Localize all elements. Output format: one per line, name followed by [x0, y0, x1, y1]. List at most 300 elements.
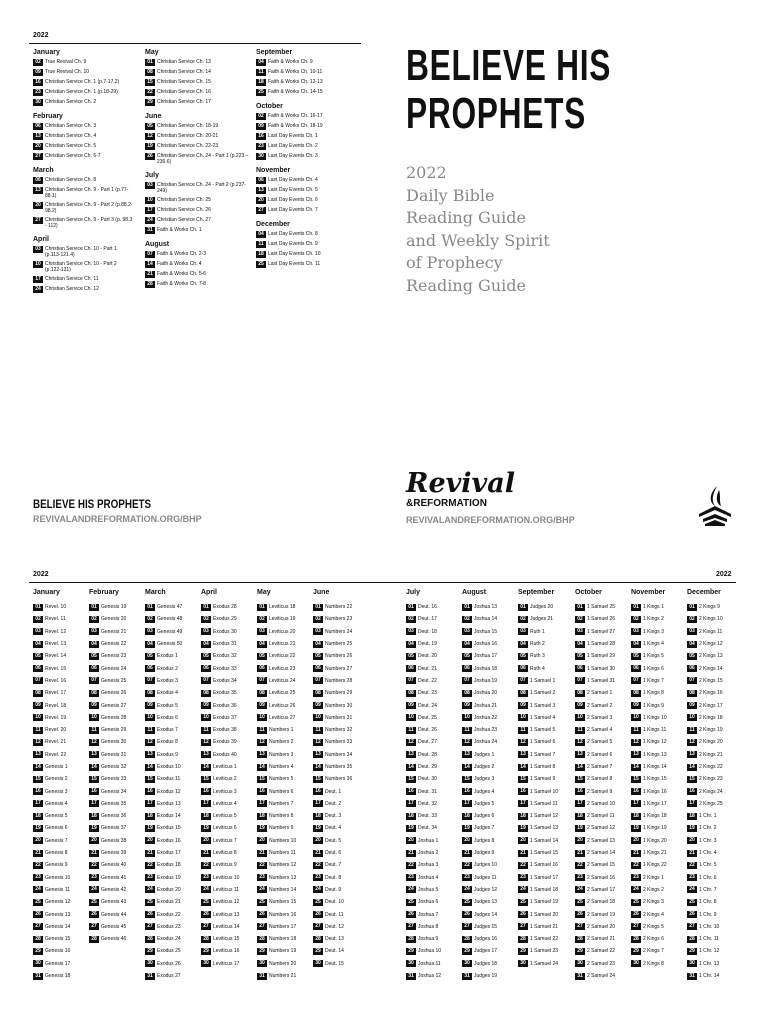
day-badge: 27 [518, 923, 528, 930]
day-badge: 24 [33, 286, 43, 293]
reading-text: Joshua 19 [474, 677, 498, 684]
bible-reading-entry [631, 749, 685, 761]
day-badge: 30 [406, 960, 416, 967]
day-badge: 01 [89, 604, 99, 611]
footer-url-right[interactable]: REVIVALANDREFORMATION.ORG/BHP [406, 515, 575, 525]
bible-reading-entry [257, 749, 311, 761]
bible-reading-entry [631, 896, 685, 908]
reading-entry [145, 207, 249, 214]
reading-text: Deut. 15 [325, 960, 344, 967]
bible-reading-entry [89, 724, 143, 736]
bible-month-column [518, 589, 572, 970]
bible-reading-entry [406, 773, 460, 785]
bible-reading-entry [406, 761, 460, 773]
reading-text: Exodus 32 [213, 653, 237, 660]
bible-reading-entry [575, 712, 629, 724]
bible-reading-entry [145, 785, 199, 797]
reading-text: Leviticus 4 [213, 800, 237, 807]
day-badge: 26 [33, 911, 43, 918]
reading-text: 1 Kings 11 [643, 727, 667, 734]
bible-reading-entry [687, 921, 741, 933]
reading-text: Genesis 2 [45, 776, 68, 783]
bible-reading-entry [631, 626, 685, 638]
reading-text: Faith & Works Ch. 2-3 [157, 251, 207, 257]
bible-reading-entry [201, 785, 255, 797]
reading-entry [145, 281, 249, 288]
bible-reading-entry [406, 847, 460, 859]
day-badge: 04 [462, 641, 472, 648]
reading-text: Exodus 33 [213, 665, 237, 672]
reading-text: 2 Samuel 24 [587, 973, 616, 980]
day-badge: 07 [33, 677, 43, 684]
reading-text: Deut. 26 [418, 727, 437, 734]
reading-text: Leviticus 26 [269, 702, 296, 709]
day-badge: 29 [575, 948, 585, 955]
reading-text: Numbers 4 [269, 764, 294, 770]
day-badge: 17 [89, 800, 99, 807]
bible-reading-entry [518, 785, 572, 797]
day-badge: 27 [145, 923, 155, 930]
day-badge: 17 [33, 276, 43, 283]
day-badge: 13 [145, 751, 155, 758]
reading-text: Genesis 41 [101, 874, 127, 881]
reading-text: Numbers 32 [325, 727, 353, 734]
sop-column [33, 49, 133, 296]
bible-reading-entry [406, 712, 460, 724]
brand-subtext: &REFORMATION [406, 498, 487, 509]
reading-text: Genesis 13 [45, 911, 71, 918]
sop-column [145, 49, 249, 291]
reading-text: Genesis 11 [45, 886, 70, 893]
bible-reading-entry [631, 835, 685, 847]
day-badge: 20 [687, 837, 697, 844]
reading-text: Last Day Events Ch. 9 [268, 241, 318, 247]
reading-text: Leviticus 2 [213, 776, 237, 783]
bible-reading-entry [145, 724, 199, 736]
bible-reading-entry [687, 884, 741, 896]
day-badge: 24 [33, 886, 43, 893]
reading-text: Christian Service Ch. 27 [157, 217, 211, 223]
reading-text: Leviticus 10 [213, 874, 240, 881]
day-badge: 23 [145, 874, 155, 881]
reading-text: Exodus 6 [157, 714, 178, 721]
bible-reading-entry [257, 798, 311, 810]
day-badge: 16 [518, 788, 528, 795]
reading-entry [256, 69, 360, 76]
reading-text: 2 Kings 19 [699, 727, 723, 734]
bible-reading-entry [406, 933, 460, 945]
bible-reading-entry [257, 601, 311, 613]
reading-entry [145, 197, 249, 204]
reading-text: Deut. 22 [418, 677, 437, 684]
bible-reading-entry [145, 736, 199, 748]
bible-reading-entry [145, 798, 199, 810]
reading-text: Genesis 8 [45, 850, 68, 857]
bible-reading-entry [518, 761, 572, 773]
day-badge: 29 [257, 948, 267, 955]
reading-text: Genesis 15 [45, 936, 71, 943]
bible-reading-entry [575, 650, 629, 662]
bible-reading-entry [313, 798, 367, 810]
day-badge: 30 [145, 960, 155, 967]
bible-reading-entry [89, 638, 143, 650]
day-badge: 27 [33, 923, 43, 930]
day-badge: 17 [462, 800, 472, 807]
day-badge: 06 [462, 665, 472, 672]
reading-text: Revel. 22 [45, 751, 67, 758]
day-badge: 20 [575, 837, 585, 844]
bible-reading-entry [687, 958, 741, 970]
bible-reading-entry [462, 908, 516, 920]
reading-text: Joshua 10 [418, 948, 442, 955]
day-badge: 17 [33, 800, 43, 807]
bible-reading-entry [313, 773, 367, 785]
day-badge: 29 [687, 948, 697, 955]
bible-reading-entry [575, 859, 629, 871]
reading-text: Exodus 23 [157, 923, 181, 930]
bible-reading-entry [33, 773, 87, 785]
bible-reading-entry [257, 859, 311, 871]
month-heading: September [518, 589, 555, 596]
reading-text: Exodus 4 [157, 690, 178, 697]
reading-text: Judges 2 [474, 764, 495, 770]
reading-text: Leviticus 6 [213, 825, 237, 832]
bible-reading-entry [257, 662, 311, 674]
bible-reading-entry [462, 601, 516, 613]
reading-text: Revel. 18 [45, 702, 67, 709]
bible-reading-entry [33, 687, 87, 699]
day-badge: 30 [33, 960, 43, 967]
bible-reading-entry [462, 675, 516, 687]
day-badge: 15 [406, 776, 416, 783]
reading-text: Deut. 1 [325, 788, 342, 795]
reading-text: 1 Chr. 3 [699, 837, 717, 844]
bible-reading-entry [33, 908, 87, 920]
reading-text: 2 Kings 3 [643, 899, 664, 906]
day-badge: 10 [89, 714, 99, 721]
bible-reading-entry [687, 785, 741, 797]
day-badge: 09 [313, 702, 323, 709]
reading-text: 1 Kings 6 [643, 665, 664, 672]
day-badge: 12 [518, 739, 528, 746]
reading-text: Leviticus 19 [269, 616, 296, 623]
day-badge: 16 [687, 788, 697, 795]
bible-reading-entry [145, 859, 199, 871]
bible-reading-entry [462, 810, 516, 822]
bible-reading-entry [462, 859, 516, 871]
reading-text: Christian Service Ch. 11 [45, 276, 99, 282]
church-logo-icon [695, 484, 735, 526]
reading-text: 2 Samuel 18 [587, 899, 616, 906]
bible-reading-entry [201, 736, 255, 748]
day-badge: 18 [33, 813, 43, 820]
reading-text: 2 Samuel 23 [587, 960, 616, 967]
reading-text: Genesis 17 [45, 960, 71, 967]
day-badge: 18 [575, 813, 585, 820]
reading-text: 1 Samuel 11 [530, 800, 558, 807]
reading-text: 1 Samuel 10 [530, 788, 559, 795]
reading-text: 1 Kings 22 [643, 862, 667, 869]
day-badge: 01 [687, 604, 697, 611]
reading-text: Judges 16 [474, 936, 498, 943]
bible-reading-entry [631, 921, 685, 933]
reading-text: Revel. 17 [45, 690, 67, 697]
reading-text: 1 Samuel 22 [530, 936, 559, 943]
bible-reading-entry [201, 601, 255, 613]
reading-text: Joshua 1 [418, 837, 439, 844]
bible-reading-entry [201, 724, 255, 736]
reading-text: Exodus 36 [213, 702, 237, 709]
bible-reading-entry [687, 933, 741, 945]
day-badge: 24 [631, 886, 641, 893]
bible-reading-entry [313, 884, 367, 896]
bible-reading-entry [518, 896, 572, 908]
day-badge: 11 [256, 69, 266, 76]
bible-reading-entry [145, 699, 199, 711]
reading-text: Numbers 11 [269, 850, 296, 857]
reading-text: Christian Service Ch. 13 [157, 59, 211, 65]
day-badge: 20 [256, 197, 266, 204]
day-badge: 13 [406, 751, 416, 758]
bible-reading-entry [462, 933, 516, 945]
reading-text: Judges 11 [474, 874, 497, 881]
reading-text: 1 Samuel 3 [530, 702, 556, 709]
reading-text: 2 Samuel 14 [587, 850, 616, 857]
reading-text: 1 Samuel 16 [530, 862, 559, 869]
bible-reading-entry [518, 712, 572, 724]
reading-text: 2 Samuel 13 [587, 837, 616, 844]
month-heading: August [145, 241, 170, 248]
day-badge: 12 [33, 739, 43, 746]
bible-reading-entry [313, 724, 367, 736]
reading-text: Judges 15 [474, 923, 498, 930]
reading-text: Christian Service Ch. 24 - Part 1 (p.223 – 236.6) [157, 153, 249, 165]
day-badge: 25 [256, 261, 266, 268]
reading-text: 2 Kings 6 [643, 936, 664, 943]
day-badge: 27 [462, 923, 472, 930]
day-badge: 08 [518, 690, 528, 697]
bible-month-column [313, 589, 367, 970]
bible-reading-entry [406, 872, 460, 884]
day-badge: 21 [575, 850, 585, 857]
bible-month-column [406, 589, 460, 982]
day-badge: 11 [631, 727, 641, 734]
day-badge: 28 [631, 936, 641, 943]
bible-reading-entry [631, 933, 685, 945]
day-badge: 02 [33, 616, 43, 623]
reading-text: 1 Kings 14 [643, 764, 667, 770]
reading-text: Last Day Events Ch. 7 [268, 207, 318, 213]
bible-reading-entry [575, 638, 629, 650]
bible-reading-entry [89, 749, 143, 761]
day-badge: 27 [687, 923, 697, 930]
footer-url[interactable]: REVIVALANDREFORMATION.ORG/BHP [33, 514, 202, 524]
day-badge: 06 [33, 123, 43, 130]
bible-reading-entry [145, 958, 199, 970]
day-badge: 22 [313, 862, 323, 869]
day-badge: 12 [406, 739, 416, 746]
day-badge: 01 [145, 59, 155, 66]
day-badge: 16 [145, 788, 155, 795]
bible-reading-entry [462, 761, 516, 773]
day-badge: 31 [687, 973, 697, 980]
bible-reading-entry [631, 908, 685, 920]
day-badge: 01 [462, 604, 472, 611]
reading-text: 1 Samuel 4 [530, 714, 556, 721]
reading-text: Joshua 14 [474, 616, 498, 623]
day-badge: 10 [406, 714, 416, 721]
reading-entry [145, 79, 249, 86]
bible-reading-entry [201, 847, 255, 859]
bible-reading-entry [257, 687, 311, 699]
reading-text: Joshua 9 [418, 936, 439, 943]
day-badge: 03 [518, 628, 528, 635]
reading-entry [256, 133, 360, 140]
bible-reading-entry [89, 822, 143, 834]
bible-reading-entry [687, 822, 741, 834]
bible-reading-entry [89, 687, 143, 699]
day-badge: 18 [313, 813, 323, 820]
bible-reading-entry [257, 835, 311, 847]
bible-reading-entry [201, 872, 255, 884]
bible-reading-entry [462, 638, 516, 650]
bible-reading-entry [145, 613, 199, 625]
day-badge: 26 [145, 153, 155, 160]
reading-text: 2 Samuel 11 [587, 813, 615, 820]
reading-text: 1 Samuel 20 [530, 911, 559, 918]
bible-reading-entry [518, 847, 572, 859]
day-badge: 03 [145, 182, 155, 189]
day-badge: 19 [257, 825, 267, 832]
reading-entry [145, 251, 249, 258]
reading-text: Genesis 49 [157, 628, 183, 635]
bible-reading-entry [687, 712, 741, 724]
reading-entry [145, 217, 249, 224]
reading-text: 1 Kings 16 [643, 788, 667, 795]
day-badge: 04 [201, 641, 211, 648]
reading-text: Deut. 6 [325, 850, 342, 857]
reading-text: Genesis 20 [101, 616, 127, 623]
bible-reading-entry [313, 822, 367, 834]
day-badge: 03 [257, 628, 267, 635]
bible-reading-entry [257, 724, 311, 736]
reading-text: 1 Kings 15 [643, 776, 667, 783]
day-badge: 03 [406, 628, 416, 635]
bible-reading-entry [631, 810, 685, 822]
day-badge: 06 [33, 177, 43, 184]
reading-text: 1 Samuel 8 [530, 764, 556, 770]
reading-text: Exodus 11 [157, 776, 181, 783]
reading-text: 2 Kings 9 [699, 604, 720, 611]
day-badge: 02 [518, 616, 528, 623]
bible-reading-entry [257, 773, 311, 785]
day-badge: 02 [256, 113, 266, 120]
bible-reading-entry [201, 810, 255, 822]
day-badge: 21 [257, 850, 267, 857]
day-badge: 17 [575, 800, 585, 807]
bible-reading-entry [575, 847, 629, 859]
day-badge: 16 [89, 788, 99, 795]
bible-reading-entry [575, 699, 629, 711]
reading-text: Judges 9 [474, 850, 495, 857]
bible-month-column [257, 589, 311, 982]
reading-text: Ruth 4 [530, 665, 545, 672]
day-badge: 20 [462, 837, 472, 844]
reading-text: Leviticus 20 [269, 628, 296, 635]
bible-reading-entry [687, 650, 741, 662]
bible-reading-entry [462, 798, 516, 810]
day-badge: 22 [687, 862, 697, 869]
day-badge: 20 [33, 143, 43, 150]
day-badge: 25 [145, 899, 155, 906]
day-badge: 06 [687, 665, 697, 672]
reading-text: Deut. 33 [418, 813, 437, 820]
reading-text: Christian Service Ch. 1 (p.18-29) [45, 89, 118, 95]
day-badge: 15 [33, 776, 43, 783]
day-badge: 01 [518, 604, 528, 611]
day-badge: 14 [406, 764, 416, 771]
bible-reading-entry [518, 613, 572, 625]
reading-text: Faith & Works Ch. 10-11 [268, 69, 323, 75]
day-badge: 30 [462, 960, 472, 967]
reading-entry [256, 59, 360, 66]
reading-text: Deut. 12 [325, 923, 344, 930]
reading-text: Numbers 2 [269, 739, 294, 746]
day-badge: 03 [462, 628, 472, 635]
day-badge: 07 [406, 677, 416, 684]
reading-text: Exodus 13 [157, 800, 181, 807]
day-badge: 04 [256, 231, 266, 238]
bible-reading-entry [313, 896, 367, 908]
bible-reading-entry [33, 884, 87, 896]
bible-reading-entry [518, 908, 572, 920]
month-heading: June [145, 113, 162, 120]
reading-text: 1 Kings 12 [643, 739, 667, 746]
reading-entry [33, 276, 133, 283]
day-badge: 11 [406, 727, 416, 734]
bible-reading-entry [575, 921, 629, 933]
day-badge: 16 [575, 788, 585, 795]
day-badge: 25 [406, 899, 416, 906]
day-badge: 02 [406, 616, 416, 623]
reading-text: 2 Kings 11 [699, 628, 723, 635]
reading-text: Exodus 29 [213, 616, 237, 623]
bible-reading-entry [406, 675, 460, 687]
day-badge: 17 [687, 800, 697, 807]
day-badge: 26 [313, 911, 323, 918]
bible-reading-entry [518, 773, 572, 785]
day-badge: 31 [145, 973, 155, 980]
day-badge: 16 [462, 788, 472, 795]
title-line-2: PROPHETS [406, 89, 587, 138]
month-heading: December [687, 589, 721, 596]
month-heading: February [89, 589, 119, 596]
reading-text: 1 Chr. 1 [699, 813, 717, 820]
bible-reading-entry [687, 810, 741, 822]
reading-text: Exodus 2 [157, 665, 178, 672]
day-badge: 31 [462, 973, 472, 980]
reading-text: 2 Samuel 22 [587, 948, 616, 955]
reading-text: Last Day Events Ch. 3 [268, 153, 318, 159]
reading-text: 2 Kings 12 [699, 641, 723, 648]
reading-text: Deut. 16 [418, 604, 437, 611]
reading-text: 1 Samuel 24 [530, 960, 559, 967]
day-badge: 10 [33, 714, 43, 721]
reading-entry [145, 59, 249, 66]
reading-text: Last Day Events Ch. 11 [268, 261, 321, 267]
bible-reading-entry [406, 601, 460, 613]
day-badge: 10 [33, 261, 43, 268]
